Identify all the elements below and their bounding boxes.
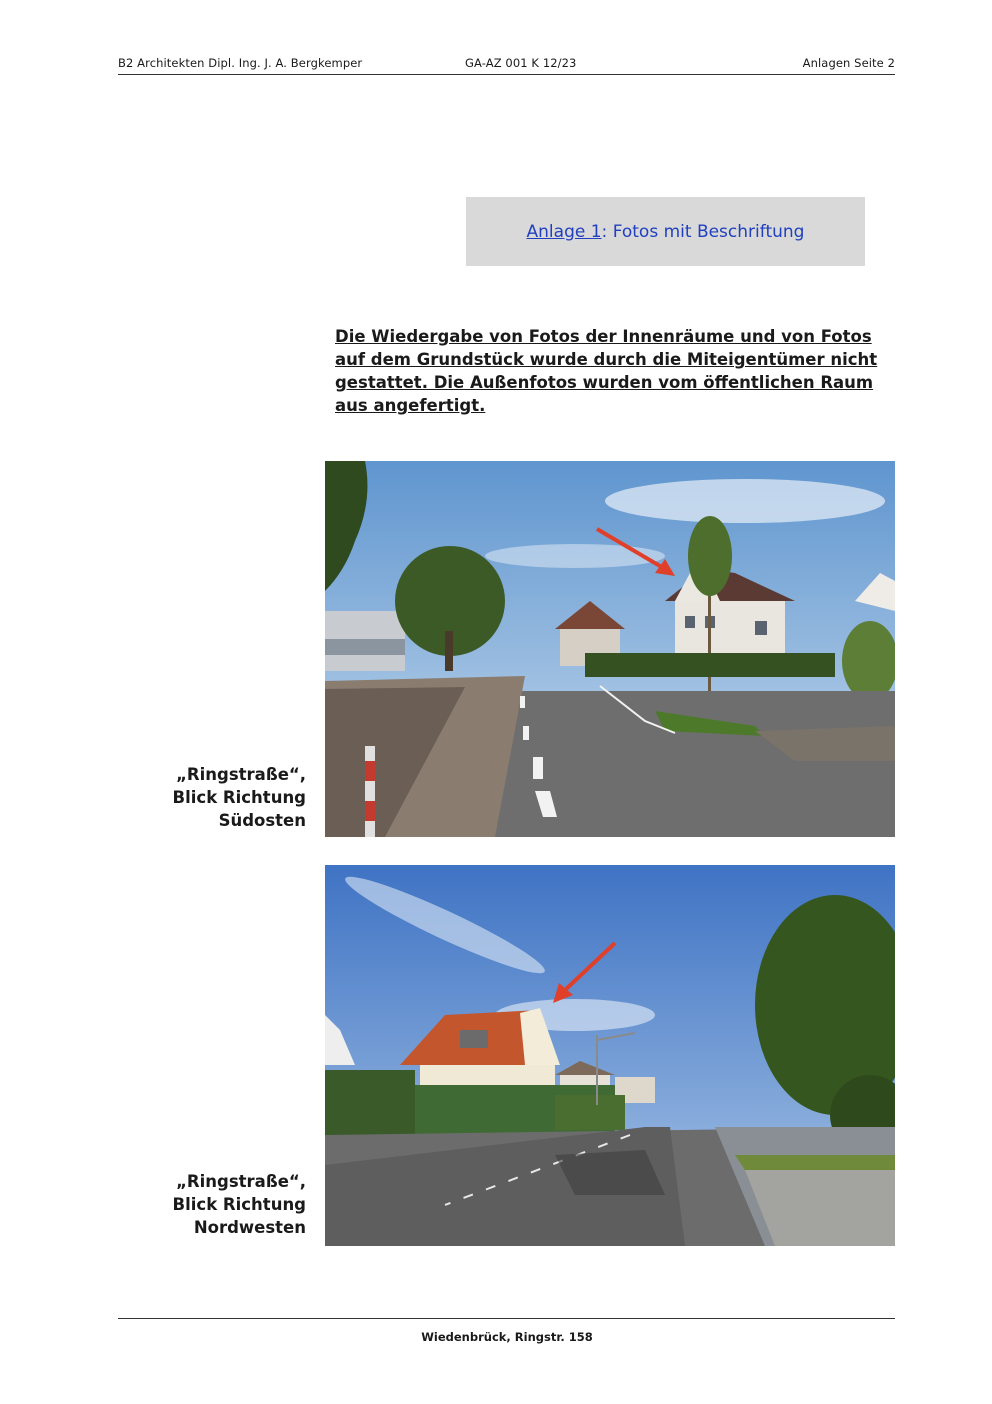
annex-heading-box bbox=[466, 197, 865, 266]
photo-ringstrasse-southeast bbox=[325, 461, 895, 837]
footer-address: Wiedenbrück, Ringstr. 158 bbox=[421, 1330, 593, 1344]
photo-ringstrasse-northwest bbox=[325, 865, 895, 1246]
annex-link[interactable]: Anlage 1 bbox=[526, 221, 602, 242]
footer-rule bbox=[118, 1318, 895, 1319]
annex-title: Fotos mit Beschriftung bbox=[612, 221, 805, 242]
annex-separator: : bbox=[601, 221, 608, 242]
caption-line: „Ringstraße“, bbox=[176, 1172, 306, 1191]
caption-line: Nordwesten bbox=[193, 1218, 306, 1237]
caption-line: Südosten bbox=[218, 811, 306, 830]
photo-caption-1 bbox=[106, 763, 306, 832]
caption-line: „Ringstraße“, bbox=[176, 765, 306, 784]
header-author: B2 Architekten Dipl. Ing. J. A. Bergkemper bbox=[118, 56, 363, 70]
header-rule bbox=[118, 74, 895, 75]
caption-line: Blick Richtung bbox=[172, 788, 306, 807]
photo-caption-2 bbox=[106, 1170, 306, 1239]
header-reference: GA-AZ 001 K 12/23 bbox=[465, 56, 577, 70]
header-page: Anlagen Seite 2 bbox=[802, 56, 895, 70]
caption-line: Blick Richtung bbox=[172, 1195, 306, 1214]
notice-text: Die Wiedergabe von Fotos der Innenräume und von Fotos auf dem Grundstück wurde durch die Miteigentümer nicht gestattet. Die Außenfotos wurden vom öffentlichen Raum aus angefertigt. bbox=[335, 327, 878, 415]
